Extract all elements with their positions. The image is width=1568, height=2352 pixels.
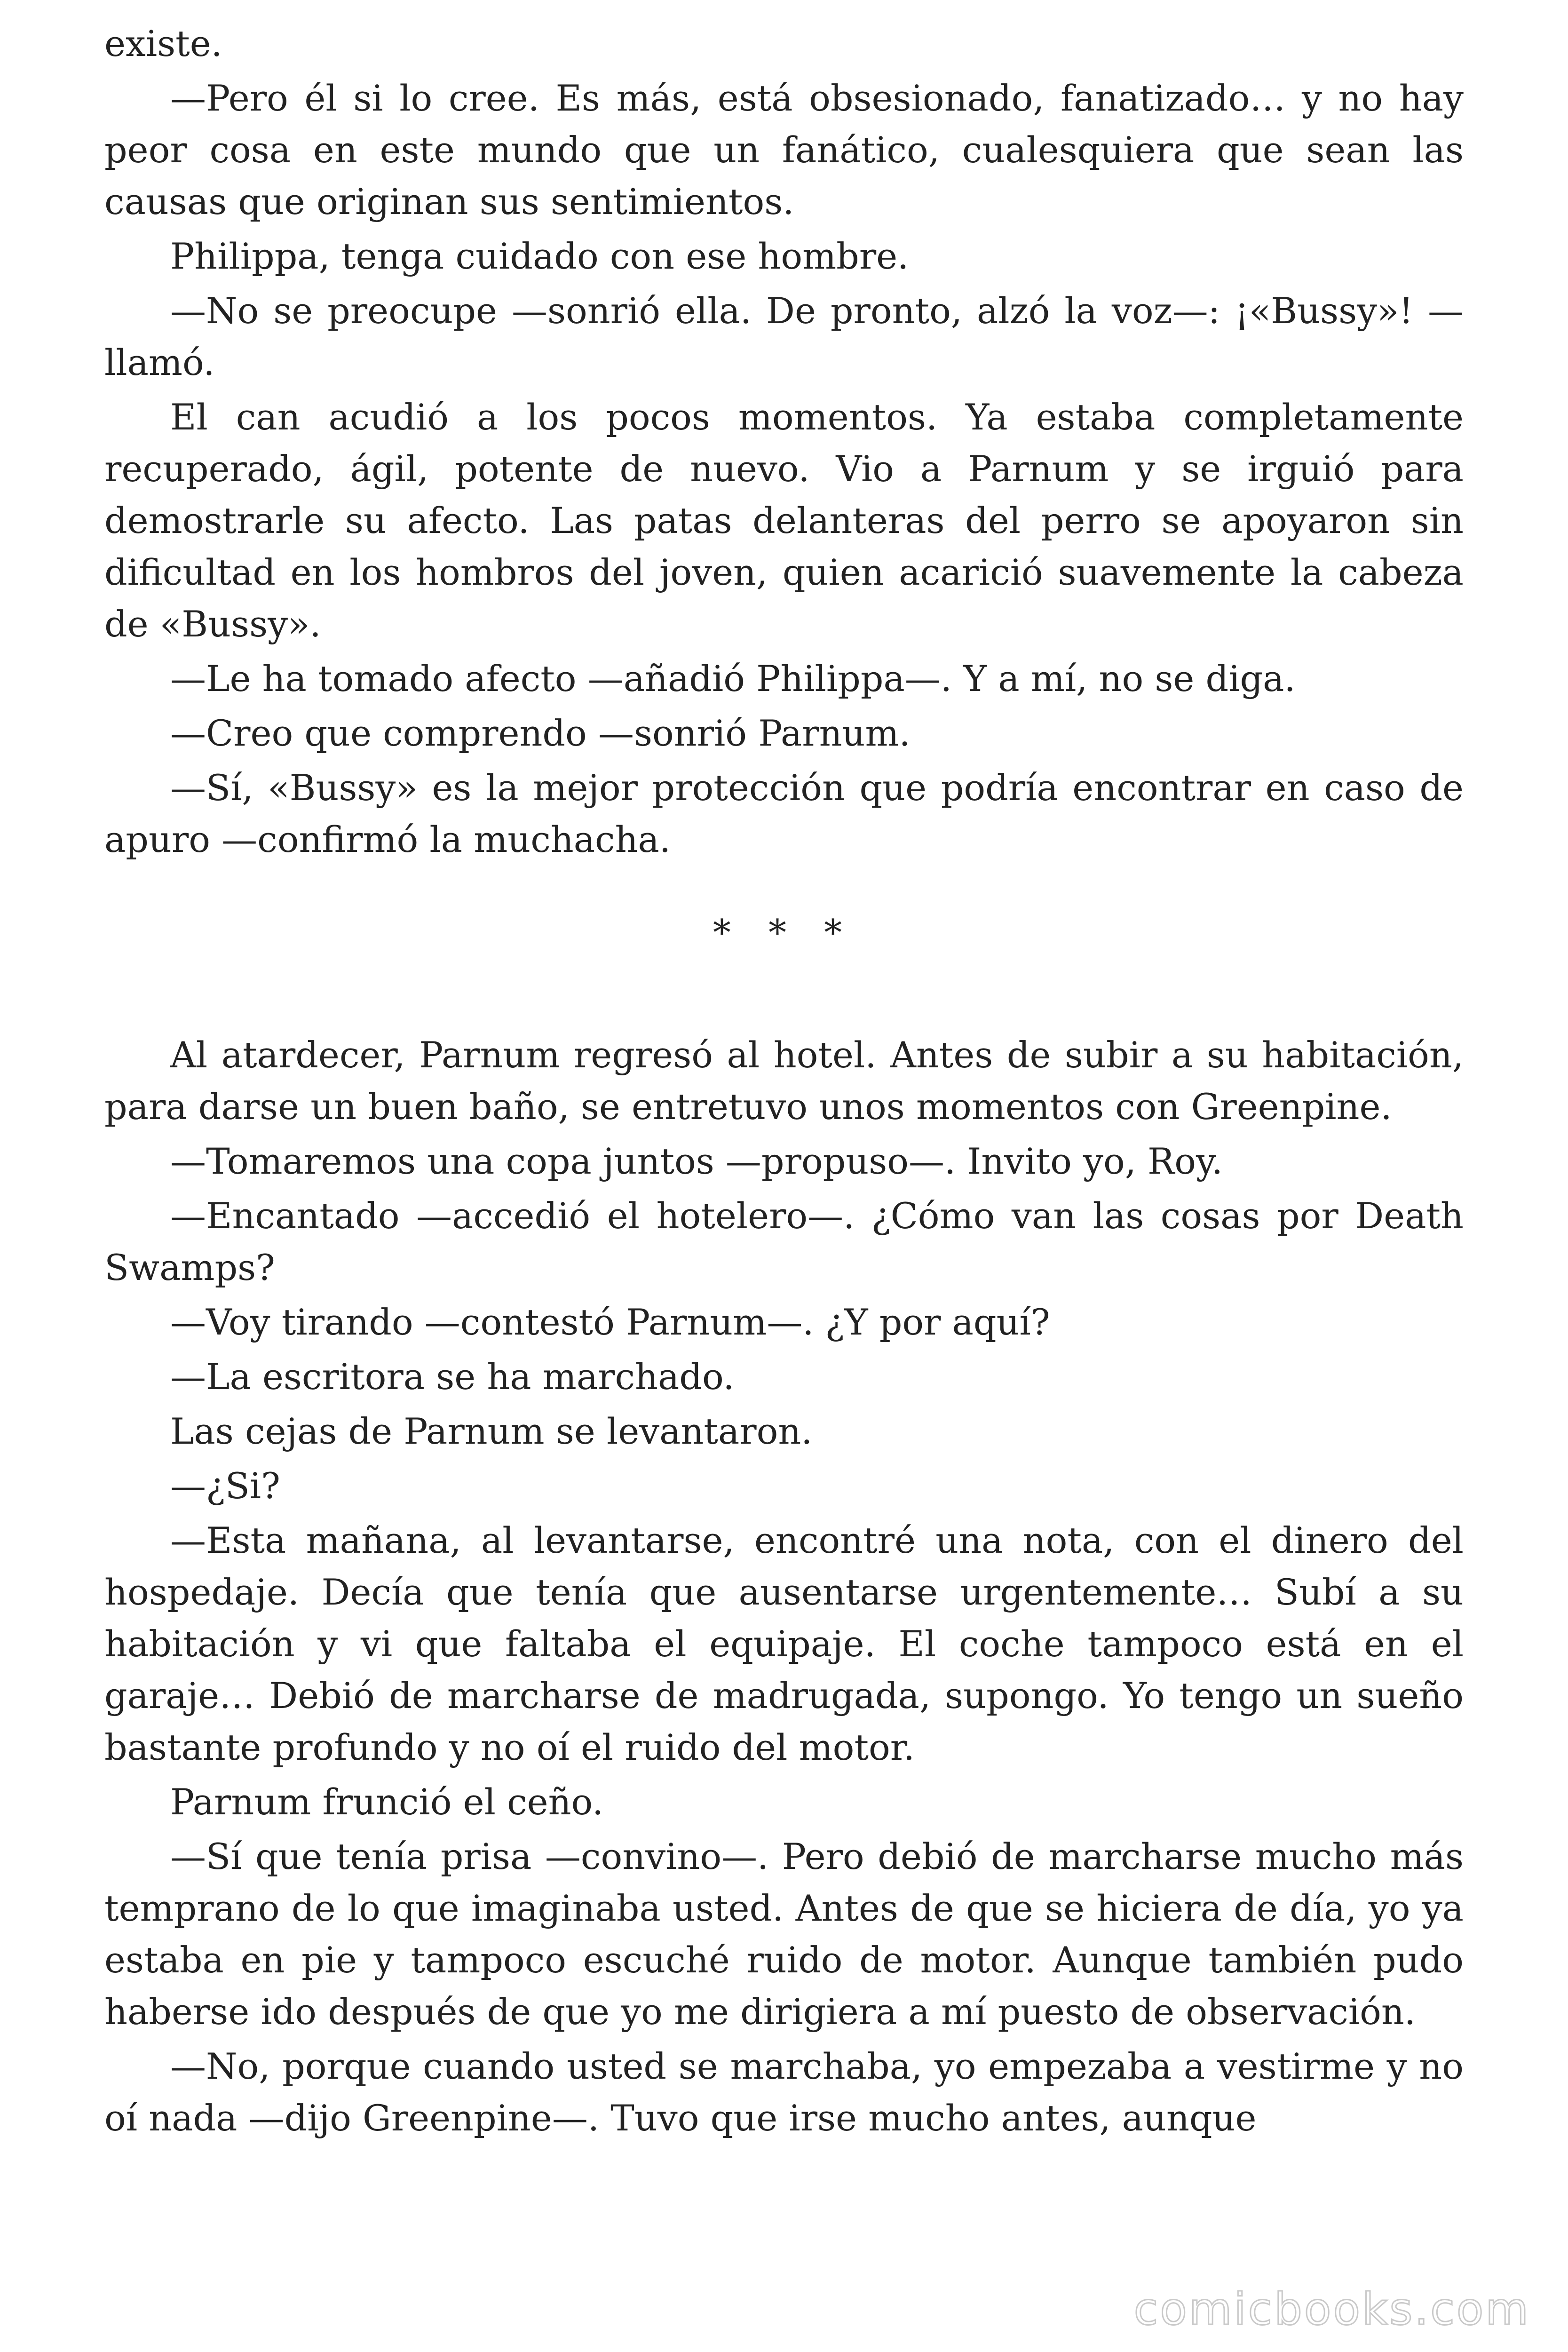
paragraph: El can acudió a los pocos momentos. Ya estaba completamente recuperado, ágil, potente de nuevo. Vio a Parnum y se irguió para demostrarle su afecto. Las patas delanteras del perro se apoyaron sin dificultad en los hombros del joven, quien acarició suavemente la cabeza de «Bussy». [104, 396, 1464, 645]
paragraph: —¿Si? [170, 1465, 280, 1507]
paragraph: existe. [104, 23, 222, 64]
paragraph: —Sí, «Bussy» es la mejor protección que podría encontrar en caso de apuro —confirmó la muchacha. [104, 767, 1464, 860]
paragraph: Philippa, tenga cuidado con ese hombre. [170, 235, 909, 277]
text-column [104, 18, 1464, 2147]
paragraph: Las cejas de Parnum se levantaron. [170, 1410, 813, 1452]
watermark: comicbooks.com [1133, 2284, 1530, 2335]
paragraph: Al atardecer, Parnum regresó al hotel. Antes de subir a su habitación, para darse un buen baño, se entretuvo unos momentos con Greenpine. [104, 1034, 1464, 1128]
paragraph: —Tomaremos una copa juntos —propuso—. Invito yo, Roy. [170, 1140, 1223, 1182]
paragraph: —Le ha tomado afecto —añadió Philippa—. Y a mí, no se diga. [170, 658, 1296, 699]
paragraph: —La escritora se ha marchado. [170, 1356, 735, 1398]
paragraphs-before [104, 18, 1464, 868]
paragraph: —No, porque cuando usted se marchaba, yo empezaba a vestirme y no oí nada —dijo Greenpine—. Tuvo que irse mucho antes, aunque [104, 2045, 1464, 2139]
paragraph: —Encantado —accedió el hotelero—. ¿Cómo van las cosas por Death Swamps? [104, 1195, 1464, 1288]
paragraph: —Sí que tenía prisa —convino—. Pero debió de marcharse mucho más temprano de lo que imaginaba usted. Antes de que se hiciera de día, yo ya estaba en pie y tampoco escuché ruido de motor. Aunque también pudo haberse ido después de que yo me dirigiera a mí puesto de observación. [104, 1836, 1464, 2033]
paragraphs-after [104, 1029, 1464, 2147]
paragraph: —Creo que comprendo —sonrió Parnum. [170, 712, 911, 754]
paragraph: Parnum frunció el ceño. [170, 1781, 604, 1823]
paragraph: —Pero él si lo cree. Es más, está obsesionado, fanatizado… y no hay peor cosa en este mundo que un fanático, cualesquiera que sean las causas que originan sus sentimientos. [104, 77, 1464, 222]
paragraph: —Esta mañana, al levantarse, encontré una nota, con el dinero del hospedaje. Decía que tenía que ausentarse urgentemente… Subí a su habitación y vi que faltaba el equipaje. El coche tampoco está en el garaje… Debió de marcharse de madrugada, supongo. Yo tengo un sueño bastante profundo y no oí el ruido del motor. [104, 1519, 1464, 1768]
paragraph: —No se preocupe —sonrió ella. De pronto, alzó la voz—: ¡«Bussy»! —llamó. [104, 290, 1464, 383]
paragraph: —Voy tirando —contestó Parnum—. ¿Y por aquí? [170, 1301, 1050, 1343]
scene-break: * * * [713, 912, 855, 954]
